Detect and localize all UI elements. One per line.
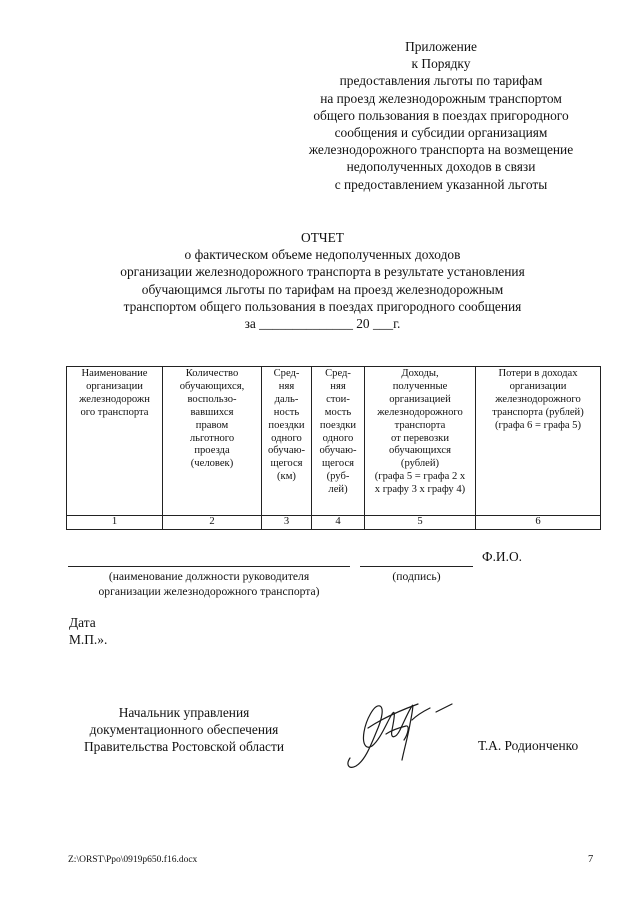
date-stamp-block bbox=[69, 614, 107, 648]
position-caption: (наименование должности руководителя bbox=[108, 570, 310, 583]
chief-name: Т.А. Родионченко bbox=[478, 738, 579, 753]
fio-label: Ф.И.О. bbox=[482, 549, 522, 564]
column-header-losses: Потери в доходах организации железнодорожного транспорта (рублей) (графа 6 = графа 5) bbox=[476, 367, 601, 516]
column-header-income: Доходы, полученные организацией железнодорожного транспорта от перевозки обучающихся (рублей) (графа 5 = графа 2 х х графу 3 х графу 4) bbox=[365, 367, 476, 516]
column-number: 6 bbox=[476, 516, 601, 530]
column-number: 4 bbox=[312, 516, 365, 530]
table-header-row bbox=[67, 367, 601, 516]
file-path: Z:\ORST\Ppo\0919p650.f16.docx bbox=[68, 855, 198, 865]
report-title: ОТЧЕТ bbox=[301, 230, 344, 245]
column-number: 5 bbox=[365, 516, 476, 530]
column-header-organization: Наименование организации железнодорожн ого транспорта bbox=[67, 367, 163, 516]
chief-title-line: документационного обеспечения bbox=[89, 722, 279, 738]
appendix-line: Приложение bbox=[405, 39, 477, 54]
report-subtitle-line: о фактическом объеме недополученных доходов bbox=[184, 247, 461, 263]
column-header-students-count: Количество обучающихся, воспользо- вавшихся правом льготного проезда (человек) bbox=[163, 367, 262, 516]
report-subtitle-line: организации железнодорожного транспорта в результате установления bbox=[120, 264, 525, 280]
column-number: 1 bbox=[67, 516, 163, 530]
date-label: Дата bbox=[69, 615, 96, 630]
table-number-row bbox=[67, 516, 601, 530]
page-number: 7 bbox=[588, 854, 594, 865]
report-title-block bbox=[60, 229, 585, 332]
report-table bbox=[66, 366, 601, 530]
signature-line bbox=[360, 566, 473, 567]
chief-title-block bbox=[68, 704, 300, 756]
appendix-line: к Порядку bbox=[411, 56, 471, 72]
position-signature-line bbox=[68, 566, 350, 567]
appendix-header bbox=[285, 38, 597, 193]
signature-caption: (подпись) bbox=[392, 570, 441, 583]
appendix-line: с предоставлением указанной льготы bbox=[334, 176, 548, 192]
report-subtitle-line: обучающимся льготы по тарифам на проезд железнодорожным bbox=[141, 281, 504, 297]
position-caption: организации железнодорожного транспорта) bbox=[98, 585, 320, 598]
report-period: за ______________ 20 ___г. bbox=[244, 316, 401, 332]
appendix-line: железнодорожного транспорта на возмещение bbox=[308, 142, 574, 158]
handwritten-signature bbox=[336, 690, 454, 774]
column-header-avg-cost: Сред- няя стои- мость поездки одного обучаю- щегося (руб- лей) bbox=[312, 367, 365, 516]
appendix-line: сообщения и субсидии организациям bbox=[334, 125, 548, 141]
column-header-avg-distance: Сред- няя даль- ность поездки одного обучаю- щегося (км) bbox=[262, 367, 312, 516]
chief-title-line: Начальник управления bbox=[118, 705, 250, 720]
stamp-label: М.П.». bbox=[69, 632, 108, 648]
column-number: 2 bbox=[163, 516, 262, 530]
appendix-line: на проезд железнодорожным транспортом bbox=[320, 90, 562, 106]
column-number: 3 bbox=[262, 516, 312, 530]
report-subtitle-line: транспортом общего пользования в поездах пригородного сообщения bbox=[123, 298, 522, 314]
chief-title-line: Правительства Ростовской области bbox=[83, 739, 285, 755]
appendix-line: недополученных доходов в связи bbox=[346, 159, 536, 175]
appendix-line: общего пользования в поездах пригородного bbox=[313, 107, 569, 123]
appendix-line: предоставления льготы по тарифам bbox=[339, 73, 543, 89]
